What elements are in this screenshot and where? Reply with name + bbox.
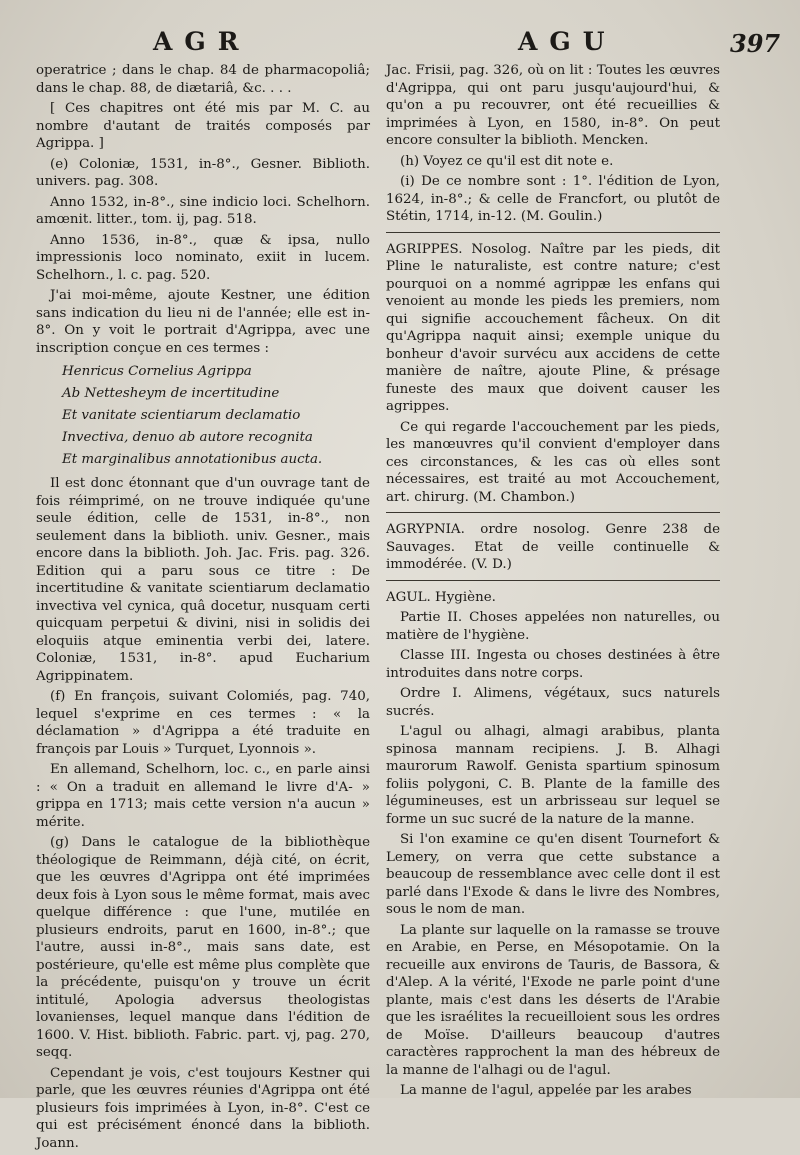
agul-comparison: Si l'on examine ce qu'en disent Tournefort & Lemery, on verra que cette substance a beaucoup de ressemblance avec celle dont il est parlé dans l'Exode & dans le livre des Nombres, sous le nom de man. xyxy=(386,832,720,917)
agul-class: Classe III. Ingesta ou choses destinées à être introduites dans notre corps. xyxy=(386,648,720,681)
kestner-paragraph: J'ai moi-même, ajoute Kestner, une édition sans indication du lieu ni de l'année; elle est in-8°. On y voit le portrait d'Agrippa, avec une inscription conçue en ces termes : xyxy=(36,288,370,356)
section-divider xyxy=(386,512,720,513)
footnote-h: (h) Voyez ce qu'il est dit note e. xyxy=(400,153,614,169)
portrait-inscription xyxy=(62,361,370,471)
agul-origin: La plante sur laquelle on la ramasse se trouve en Arabie, en Perse, en Mésopotamie. On la recueille aux environs de Tauris, de Bassora, & d'Alep. A la vérité, l'Exode ne parle point d'une plante, mais c'est dans les déserts de l'Arabie que les israélites la recueilloient sous les ordres de Moïse. D'ailleurs beaucoup d'autres caractères rapprochent la man des hébreux de la manne de l'alhagi ou de l'agul. xyxy=(386,922,720,1078)
page-number: 397 xyxy=(730,29,781,58)
footnote-e: (e) Coloniæ, 1531, in-8°., Gesner. Biblioth. univers. pag. 308. xyxy=(36,156,370,189)
footnote-g: (g) Dans le catalogue de la bibliothèque théologique de Reimmann, déjà cité, on écrit, que les œuvres d'Agrippa ont été imprimées deux fois à Lyon sous le même format, mais avec quelque différence : que l'une, mutilée en plusieurs endroits, parut en 1600, in-8°.; que l'autre, aussi in-8°., mais sans date, est postérieure, qu'elle est même plus complète que la précédente, puisqu'on y trouve un écrit intitulé, Apologia adversus theologistas lovanienses, lequel manque dans l'édition de 1600. V. Hist. biblioth. Fabric. part. vj, pag. 270, seqq. xyxy=(36,835,370,1060)
inscription-line: Henricus Cornelius Agrippa xyxy=(62,364,252,379)
footnote-f: (f) En françois, suivant Colomiés, pag. 740, lequel s'exprime en ces termes : « la déclamation » d'Agrippa a été traduite en françois par Louis » Turquet, Lyonnois ». xyxy=(36,689,370,757)
running-head-right: AGU xyxy=(518,27,617,56)
editorial-note: [ Ces chapitres ont été mis par M. C. au nombre d'autant de traités composés par Agrippa. ] xyxy=(36,101,370,151)
entry-agrippes: AGRIPPES. Nosolog. Naître par les pieds, dit Pline le naturaliste, est contre nature; c'est pourquoi on a nommé agrippæ les enfans qui venoient au monde les pieds les premiers, nom qui signifie accouchement fâcheux. On dit qu'Agrippa naquit ainsi; exemple unique du bonheur d'avoir survécu aux accidens de cette manière de naître, ajoute Pline, & présage funeste des maux que doivent causer les agrippes. xyxy=(386,241,720,414)
inscription-line: Invectiva, denuo ab autore recognita xyxy=(62,430,313,445)
right-column xyxy=(386,62,720,1103)
left-column xyxy=(36,62,370,1155)
inscription-line: Ab Nettesheym de incertitudine xyxy=(62,386,280,401)
section-divider xyxy=(386,232,720,233)
entry-agul-title: AGUL. Hygiène. xyxy=(386,589,496,605)
editions-paragraph: Il est donc étonnant que d'un ouvrage tant de fois réimprimé, on ne trouve indiquée qu'une seule édition, celle de 1531, in-8°., non seulement dans la biblioth. univ. Gesner., mais encore dans la biblioth. Joh. Jac. Fris. pag. 326. Edition qui a paru sous ce titre : De incertitudine & vanitate scientiarum declamatio invectiva vel cynica, quâ docetur, nusquam certi quicquam perpetui & divini, nisi in solidis dei eloquiis atque eminentia verbi dei, latere. Coloniæ, 1531, in-8°. apud Eucharium Agrippinatem. xyxy=(36,476,370,684)
agrippes-paragraph: Ce qui regarde l'accouchement par les pieds, les manœuvres qu'il convient d'employer dans ces circonstances, & les cas où elles sont nécessaires, est traité au mot Accouchement, art. chirurg. (M. Chambon.) xyxy=(386,419,720,505)
edition-1532: Anno 1532, in-8°., sine indicio loci. Schelhorn. amœnit. litter., tom. ij, pag. 518. xyxy=(36,194,370,227)
inscription-line: Et vanitate scientiarum declamatio xyxy=(62,408,301,423)
agul-manna: La manne de l'agul, appelée par les arabes xyxy=(400,1083,692,1098)
agul-description: L'agul ou alhagi, almagi arabibus, planta spinosa mannam recipiens. J. B. Alhagi maurorum Rawolf. Genista spartium spinosum foliis polygoni, C. B. Plante de la famille des légumineuses, est un arbrisseau sur lequel se forme un suc sucré de la nature de la manne. xyxy=(386,724,720,827)
agul-part: Partie II. Choses appelées non naturelles, ou matière de l'hygiène. xyxy=(386,610,720,643)
running-head-left: AGR xyxy=(153,27,251,56)
frisius-citation: Jac. Frisii, pag. 326, où on lit : Toutes les œuvres d'Agrippa, qui ont paru jusqu'aujourd'hui, & qu'on a pu recouvrer, ont été recueillies & imprimées à Lyon, en 1580, in-8°. On peut encore consulter la biblioth. Mencken. xyxy=(386,63,720,148)
entry-agrypnia: AGRYPNIA. ordre nosolog. Genre 238 de Sauvages. Etat de veille continuelle & immodérée. (V. D.) xyxy=(386,522,720,572)
inscription-line: Et marginalibus annotationibus aucta. xyxy=(62,452,323,467)
edition-1536: Anno 1536, in-8°., quæ & ipsa, nullo impressionis loco nominato, exiit in lucem. Schelhorn., l. c. pag. 520. xyxy=(36,232,370,283)
footnote-continuation: operatrice ; dans le chap. 84 de pharmacopoliâ; dans le chap. 88, de diætariâ, &c. . . . xyxy=(36,63,370,96)
agul-order: Ordre I. Alimens, végétaux, sucs naturels sucrés. xyxy=(386,686,720,719)
german-translation: En allemand, Schelhorn, loc. c., en parle ainsi : « On a traduit en allemand le livre d'A- » grippa en 1713; mais cette version n'a aucun » mérite. xyxy=(36,762,370,830)
section-divider xyxy=(386,580,720,581)
lyon-editions: Cependant je vois, c'est toujours Kestner qui parle, que les œuvres réunies d'Agrippa ont été plusieurs fois imprimées à Lyon, in-8°. C'est ce qui est précisément énoncé dans la biblioth. Joann. xyxy=(36,1065,370,1151)
footnote-i: (i) De ce nombre sont : 1°. l'édition de Lyon, 1624, in-8°.; & celle de Francfort, ou plutôt de Stétin, 1714, in-12. (M. Goulin.) xyxy=(386,174,720,224)
